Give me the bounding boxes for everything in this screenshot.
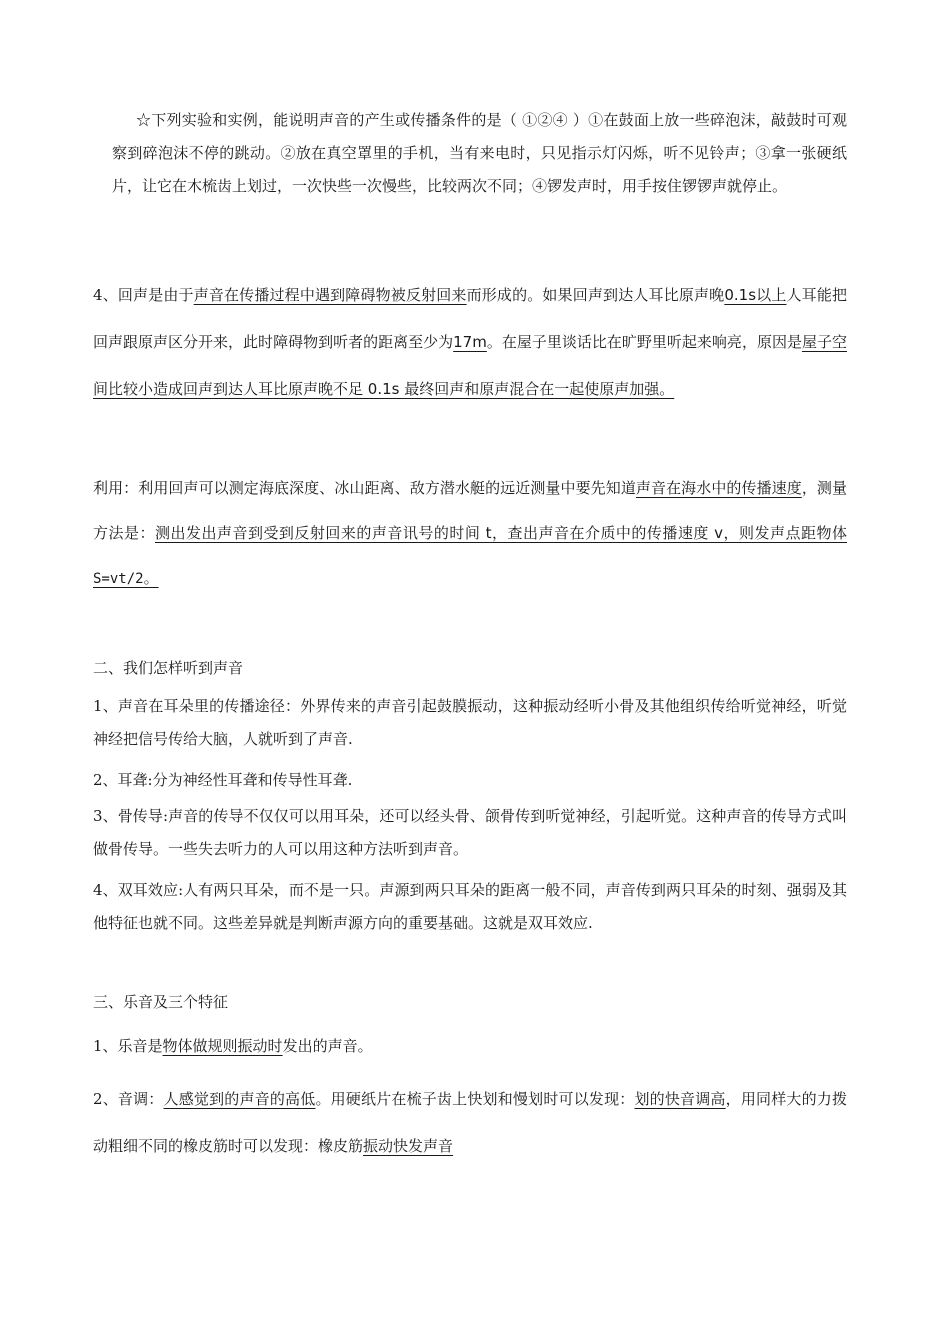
question-star-paragraph: ☆下列实验和实例，能说明声音的产生或传播条件的是（ ①②④ ）①在鼓面上放一些碎泡沫，敲鼓时可观察到碎泡沫不停的跳动。②放在真空罩里的手机，当有来电时，只见指示灯闪烁，听不见铃声；③拿一张硬纸片，让它在木梳齿上划过，一次快些一次慢些，比较两次不同；④锣发声时，用手按住锣锣声就停止。 bbox=[112, 111, 847, 195]
use-text-2: ，测量方法是： bbox=[93, 479, 847, 542]
echo-use-paragraph bbox=[93, 466, 847, 602]
echo-answer-distance: 17m bbox=[453, 333, 487, 351]
section-2-item-2: 2、耳聋:分为神经性耳聋和传导性耳聋. bbox=[93, 771, 353, 789]
echo-answer-reason: 屋子空间比较小造成回声到达人耳比原声晚不足 0.1s 最终回声和原声混合在一起使原声加强。 bbox=[93, 333, 847, 398]
s3-p1-answer: 物体做规则振动时 bbox=[162, 1037, 283, 1055]
echo-text-3: 人耳能把回声跟原声区分开来，此时障碍物到听者的距离至少为 bbox=[93, 286, 847, 351]
s3-p1-text-2: 发出的声音。 bbox=[282, 1037, 373, 1055]
s3-p2-text-1: 2、音调： bbox=[93, 1090, 164, 1108]
echo-text-4: 。在屋子里谈话比在旷野里听起来响亮，原因是 bbox=[486, 333, 802, 351]
s3-p2-text-2: 。用硬纸片在梳子齿上快划和慢划时可以发现： bbox=[315, 1090, 635, 1108]
section-2-item-1: 1、声音在耳朵里的传播途径：外界传来的声音引起鼓膜振动，这种振动经听小骨及其他组织传给听觉神经，听觉神经把信号传给大脑，人就听到了声音. bbox=[93, 697, 847, 748]
s3-p2-answer-rubber: 振动快发声音 bbox=[363, 1137, 454, 1155]
section-3-item-1 bbox=[93, 1030, 847, 1063]
use-answer-end: 。 bbox=[143, 569, 159, 587]
s3-p2-answer-fast: 划的快音调高 bbox=[634, 1090, 726, 1108]
use-answer-speed: 声音在海水中的传播速度 bbox=[635, 479, 802, 497]
s3-p2-answer-pitch: 人感觉到的声音的高低 bbox=[163, 1090, 316, 1108]
s3-p2-text-3: ，用同样大的力拨动粗细不同的橡皮筋时可以发现：橡皮筋 bbox=[93, 1090, 847, 1155]
s3-p1-text-1: 1、乐音是 bbox=[93, 1037, 163, 1055]
section-2-item-3: 3、骨传导:声音的传导不仅仅可以用耳朵，还可以经头骨、颌骨传到听觉神经，引起听觉。这种声音的传导方式叫做骨传导。一些失去听力的人可以用这种方法听到声音。 bbox=[93, 807, 847, 858]
section-3-item-2 bbox=[93, 1076, 847, 1170]
echo-paragraph bbox=[93, 272, 847, 413]
use-answer-formula: S=vt/2 bbox=[93, 571, 144, 587]
use-answer-method bbox=[93, 524, 847, 587]
section-2-item-4: 4、双耳效应:人有两只耳朵，而不是一只。声源到两只耳朵的距离一般不同，声音传到两只耳朵的时刻、强弱及其他特征也就不同。这些差异就是判断声源方向的重要基础。这就是双耳效应. bbox=[93, 881, 847, 932]
use-text-1: 利用：利用回声可以测定海底深度、冰山距离、敌方潜水艇的远近测量中要先知道 bbox=[93, 479, 636, 497]
echo-text-2: 而形成的。如果回声到达人耳比原声晚 bbox=[466, 286, 725, 304]
echo-text-1: 4、回声是由于 bbox=[93, 286, 194, 304]
use-answer-method-text: 测出发出声音到受到反射回来的声音讯号的时间 t，查出声音在介质中的传播速度 v，则发声点距物体 bbox=[154, 524, 847, 542]
section-2-title: 二、我们怎样听到声音 bbox=[93, 659, 244, 677]
echo-answer-reflection: 声音在传播过程中遇到障碍物被反射回来 bbox=[193, 286, 467, 304]
echo-answer-time: 0.1s以上 bbox=[724, 286, 787, 304]
section-3-title: 三、乐音及三个特征 bbox=[93, 993, 229, 1011]
